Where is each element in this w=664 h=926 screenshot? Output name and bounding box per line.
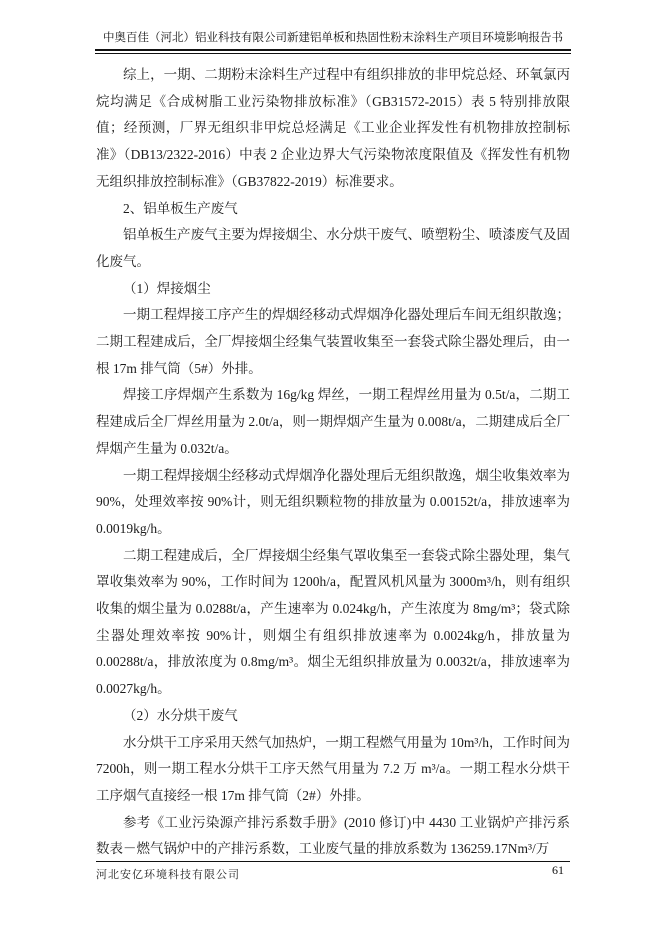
sub-heading-moisture-drying-exhaust: （2）水分烘干废气 — [123, 707, 238, 723]
paragraph-pollution-coefficient-reference: 参考《工业污染源产排污系数手册》(2010 修订)中 4430 工业锅炉产排污系数表－燃气锅炉中的产排污系数，工业废气量的排放系数为 136259.17Nm³/万 — [96, 814, 570, 857]
document-body — [96, 62, 570, 863]
paragraph-welding-fume-treatment: 一期工程焊接工序产生的焊烟经移动式焊烟净化器处理后车间无组织散逸；二期工程建成后，全厂焊接烟尘经集气装置收集至一套袋式除尘器处理后，由一根 17m 排气筒（5#）外排。 — [96, 307, 570, 376]
sub-heading-welding-fume: （1）焊接烟尘 — [123, 280, 211, 296]
paragraph-moisture-drying: 水分烘干工序采用天然气加热炉，一期工程燃气用量为 10m³/h，工作时间为 7200h，则一期工程水分烘干工序天然气用量为 7.2 万 m³/a。一期工程水分烘干工序烟气直接经一根 17m 排气筒（2#）外排。 — [96, 734, 570, 803]
paragraph-welding-fume-generation: 焊接工序焊烟产生系数为 16g/kg 焊丝，一期工程焊丝用量为 0.5t/a，二期工程建成后全厂焊丝用量为 2.0t/a，则一期焊烟产生量为 0.008t/a，二期建成后全厂焊烟产生量为 0.032t/a。 — [96, 387, 570, 456]
header-title: 中奥百佳（河北）铝业科技有限公司新建铝单板和热固性粉末涂料生产项目环境影响报告书 — [103, 32, 563, 44]
section-heading-aluminum-panel-exhaust: 2、铝单板生产废气 — [123, 200, 238, 216]
footer-company-name: 河北安亿环境科技有限公司 — [96, 869, 240, 881]
paragraph-phase1-fume-emission: 一期工程焊接烟尘经移动式焊烟净化器处理后无组织散逸，烟尘收集效率为 90%，处理效率按 90%计，则无组织颗粒物的排放量为 0.00152t/a，排放速率为 0.0019kg/h。 — [96, 467, 570, 536]
paragraph-summary: 综上，一期、二期粉末涂料生产过程中有组织排放的非甲烷总烃、环氧氯丙烷均满足《合成树脂工业污染物排放标准》（GB31572-2015）表 5 特别排放限值；经预测，厂界无组织非甲烷总烃满足《工业企业挥发性有机物排放控制标准》（DB13/2322-2016）中表 2 企业边界大气污染物浓度限值及《挥发性有机物无组织排放控制标准》（GB37822-2019）标准要求。 — [96, 67, 570, 189]
paragraph-exhaust-overview: 铝单板生产废气主要为焊接烟尘、水分烘干废气、喷塑粉尘、喷漆废气及固化废气。 — [96, 227, 570, 269]
page-number: 61 — [552, 863, 564, 877]
footer-row — [96, 862, 570, 882]
header-double-rule — [95, 49, 571, 54]
paragraph-phase2-fume-emission: 二期工程建成后，全厂焊接烟尘经集气罩收集至一套袋式除尘器处理，集气罩收集效率为 90%，工作时间为 1200h/a，配置风机风量为 3000m³/h，则有组织收集的烟尘量为 0.0288t/a，产生速率为 0.024kg/h，产生浓度为 8mg/m³；袋式除尘器处理效率按 90%计，则烟尘有组织排放速率为 0.0024kg/h，排放量为 0.00288t/a，排放浓度为 0.8mg/m³。烟尘无组织排放量为 0.0032t/a，排放速率为 0.0027kg/h。 — [96, 547, 570, 697]
page-footer — [96, 861, 570, 882]
page-header — [95, 29, 571, 54]
